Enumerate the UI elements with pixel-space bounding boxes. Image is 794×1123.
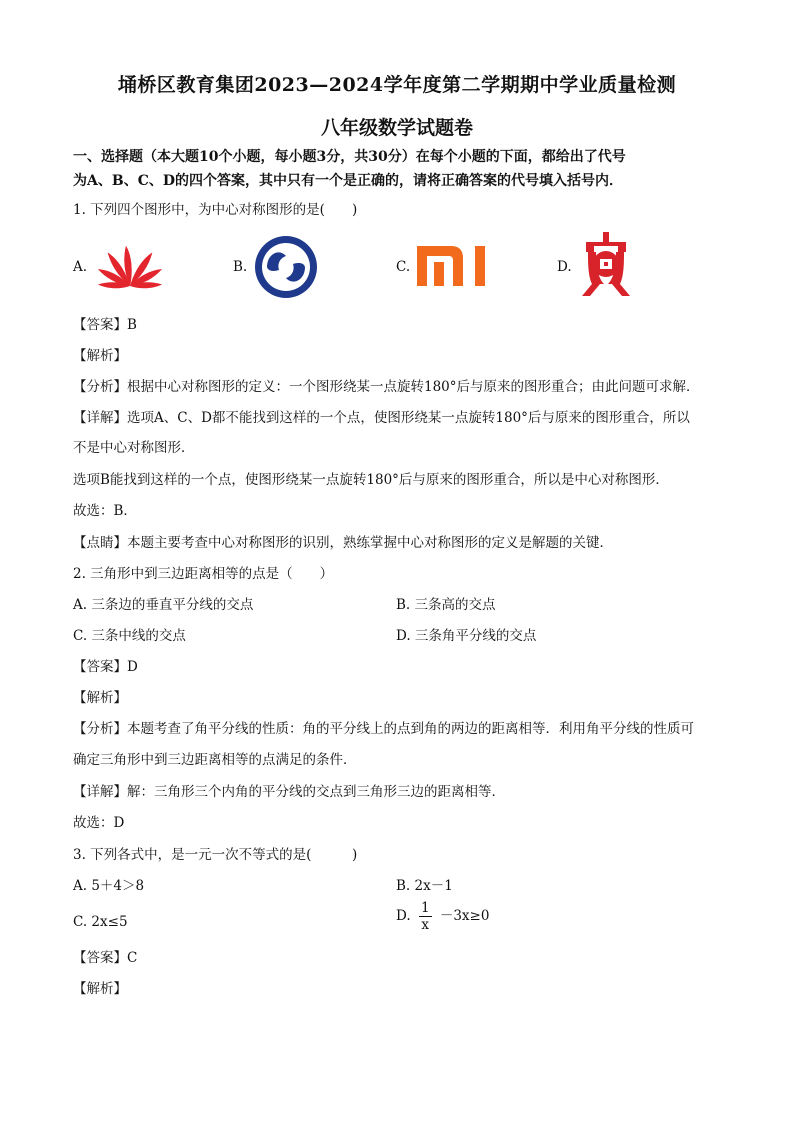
q3-answer: 【答案】C: [73, 950, 138, 966]
q1-dianjing: 【点睛】本题主要考查中心对称图形的识别，熟练掌握中心对称图形的定义是解题的关键．: [73, 535, 613, 551]
q3-stem: 3. 下列各式中，是一元一次不等式的是( ): [73, 847, 358, 863]
q2-option-a: A. 三条边的垂直平分线的交点: [73, 597, 254, 613]
q2-fenxi-line1: 【分析】本题考查了角平分线的性质：角的平分线上的点到角的两边的距离相等．利用角平分线的性质可: [73, 721, 694, 737]
q1-xiangjie-line2: 不是中心对称图形．: [73, 440, 195, 456]
bank-logo-icon: [578, 232, 634, 302]
q3-option-a: A. 5＋4＞8: [73, 878, 145, 894]
q2-option-b: B. 三条高的交点: [396, 597, 496, 613]
q1-stem: 1. 下列四个图形中，为中心对称图形的是( ): [73, 202, 358, 218]
q2-stem: 2. 三角形中到三边距离相等的点是（ ）: [73, 566, 334, 582]
exam-subtitle: 八年级数学试题卷: [320, 117, 473, 139]
q2-option-c: C. 三条中线的交点: [73, 628, 186, 644]
q3-option-c: C. 2x≤5: [73, 914, 128, 930]
q2-analysis-label: 【解析】: [73, 690, 127, 706]
section-heading-line1: 一、选择题（本大题10个小题，每小题3分，共30分）在每个小题的下面，都给出了代号: [73, 149, 626, 165]
q1-option-d-label: D.: [557, 259, 572, 275]
q1-analysis-label: 【解析】: [73, 348, 127, 364]
q3-option-d-numerator: 1: [420, 900, 430, 916]
q2-answer: 【答案】D: [73, 659, 138, 675]
q1-guxuan: 故选：B．: [73, 503, 137, 519]
q3-option-d-fraction: [419, 900, 432, 933]
q1-option-c-label: C.: [396, 259, 411, 275]
q3-option-d-label: D.: [396, 908, 411, 924]
q2-xiangjie: 【详解】解：三角形三个内角的平分线的交点到三角形三边的距离相等．: [73, 784, 505, 800]
q1-fenxi: 【分析】根据中心对称图形的定义：一个图形绕某一点旋转180°后与原来的图形重合；由此问题可求解．: [73, 379, 700, 395]
q2-guxuan: 故选：D: [73, 815, 125, 831]
q3-option-b: B. 2x－1: [396, 878, 453, 894]
section-heading-line2: 为A、B、C、D的四个答案，其中只有一个是正确的，请将正确答案的代号填入括号内．: [73, 173, 623, 189]
q3-option-d-denominator: x: [421, 917, 430, 933]
q2-fenxi-line2: 确定三角形中到三边距离相等的点满足的条件．: [73, 752, 357, 768]
q2-option-d: D. 三条角平分线的交点: [396, 628, 537, 644]
q1-xiangjie-line1: 【详解】选项A、C、D都不能找到这样的一个点，使图形绕某一点旋转180°后与原来的图形重合，所以: [73, 410, 690, 426]
q1-xiangjie-line3: 选项B能找到这样的一个点，使图形绕某一点旋转180°后与原来的图形重合，所以是中心对称图形．: [73, 472, 669, 488]
exam-title: 埇桥区教育集团2023—2024学年度第二学期期中学业质量检测: [117, 74, 677, 96]
q3-analysis-label: 【解析】: [73, 981, 127, 997]
dongfeng-logo-icon: [253, 234, 319, 304]
q3-option-d-rest: －3x≥0: [439, 908, 490, 924]
q1-answer: 【答案】B: [73, 317, 137, 333]
q3-option-d: [396, 900, 489, 933]
q1-option-a-label: A.: [73, 259, 88, 275]
xiaomi-logo-icon: [417, 246, 489, 290]
q1-option-b-label: B.: [233, 259, 248, 275]
huawei-logo-icon: [90, 238, 170, 294]
